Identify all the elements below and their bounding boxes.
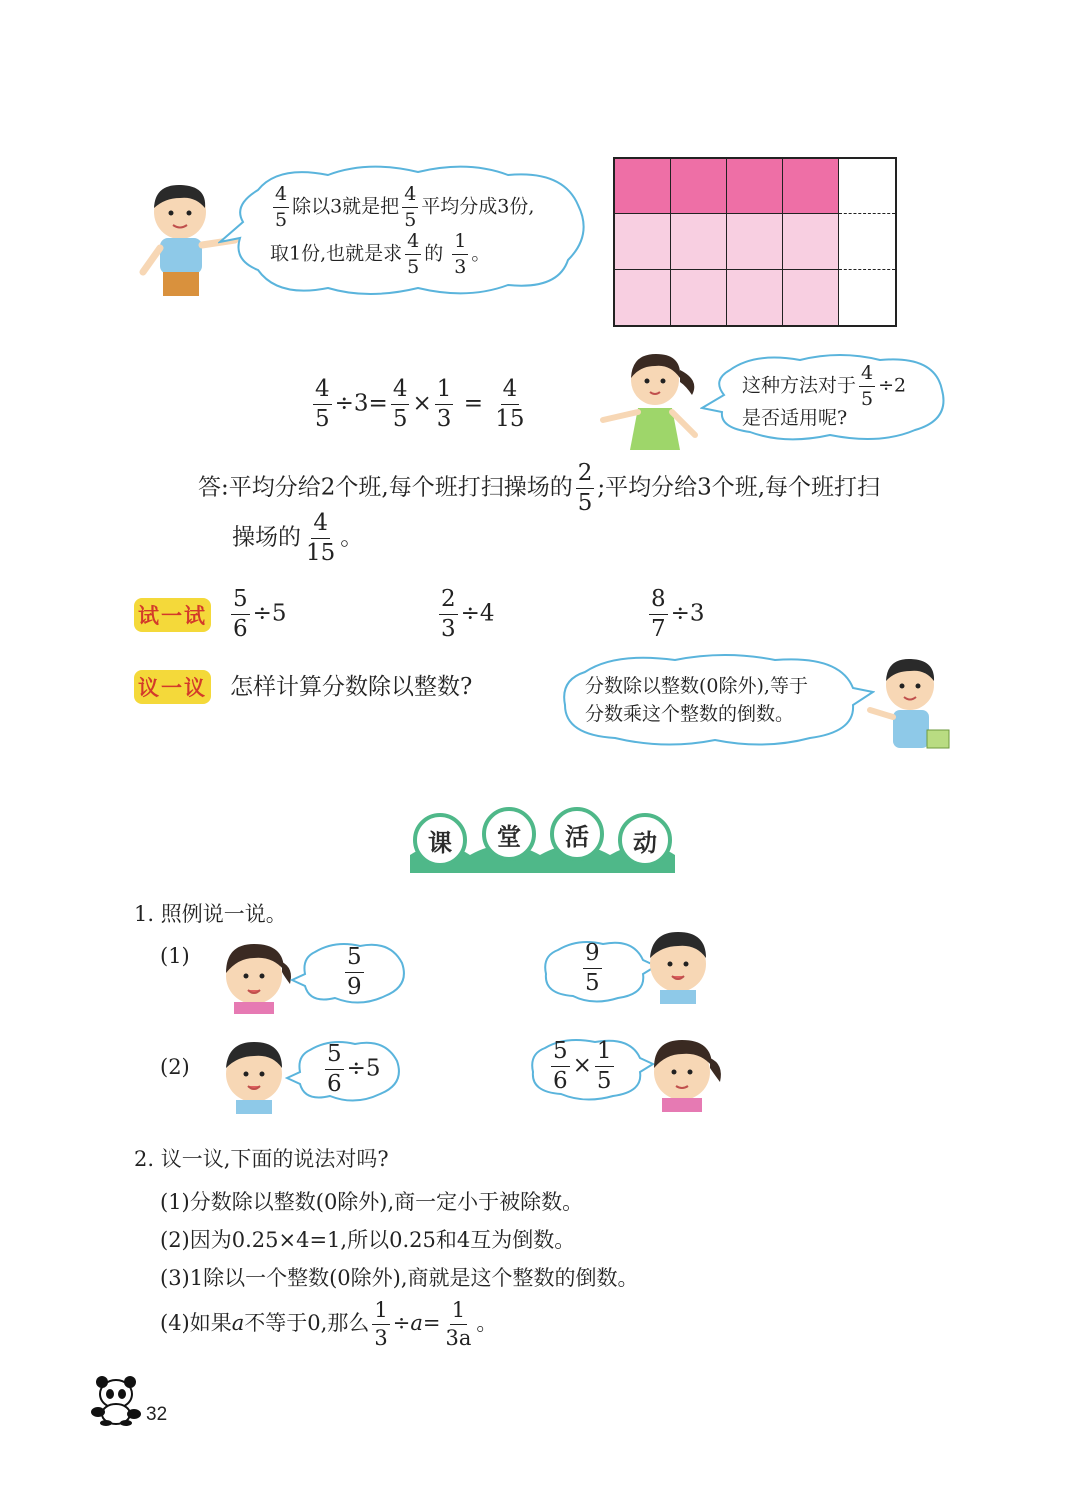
- discuss-badge: 议一议: [134, 670, 211, 704]
- bubble1-line2: 取1份,也就是求 $\frac{4}{5}$ 的 $\frac{1}{3}$ 。: [270, 230, 491, 278]
- q1-item2-label: (2): [160, 1055, 190, 1079]
- fraction: $\frac{4}{5}$: [404, 183, 417, 231]
- activity-char: 堂: [482, 807, 536, 861]
- main-equation: $\frac{4}{5}$ ÷3= $\frac{4}{5}$ × $\frac{1}{3}$ = $\frac{4}{15}$: [315, 376, 525, 432]
- q1-item1-left-fraction: $\frac{5}{9}$: [347, 944, 362, 1000]
- girl-face-icon: [216, 938, 294, 1014]
- q2-statement: (4)如果a不等于0,那么 $\frac{1}{3}$ ÷a= $\frac{1}{3a}$ 。: [160, 1298, 498, 1350]
- grid-cell: [727, 270, 783, 325]
- q1-item2-left-expression: $\frac{5}{6}$ ÷5: [327, 1041, 381, 1097]
- boy-face-icon: [644, 926, 712, 1004]
- q1-item2-right-expression: $\frac{5}{6}$ × $\frac{1}{5}$: [553, 1038, 612, 1094]
- q1-item1-right-fraction: $\frac{9}{5}$: [585, 940, 600, 996]
- grid-cell: [783, 214, 839, 269]
- grid-cell: [615, 270, 671, 325]
- fraction: $\frac{4}{5}$: [407, 230, 420, 278]
- activity-char: 动: [618, 813, 672, 867]
- fraction-grid-diagram: [613, 157, 897, 327]
- q2-statement: (3)1除以一个整数(0除外),商就是这个整数的倒数。: [160, 1266, 639, 1290]
- q1-item1-label: (1): [160, 944, 190, 968]
- bubble1-line1: $\frac{4}{5}$ 除以3就是把 $\frac{4}{5}$ 平均分成3份,: [275, 183, 535, 231]
- grid-cell: [783, 270, 839, 325]
- answer-line1: 答:平均分给2个班,每个班打扫操场的 $\frac{2}{5}$ ;平均分给3个班,每个班打扫: [198, 460, 881, 516]
- q1-title: 1. 照例说一说。: [134, 902, 287, 926]
- page-number: 32: [146, 1404, 168, 1425]
- q2-title: 2. 议一议,下面的说法对吗?: [134, 1147, 389, 1171]
- grid-cell: [839, 270, 895, 325]
- discuss-question: 怎样计算分数除以整数?: [230, 674, 473, 700]
- boy-with-book-illustration: [865, 655, 955, 760]
- panda-icon: [88, 1374, 144, 1426]
- bubble2-line2: 是否适用呢?: [742, 407, 848, 429]
- grid-cell: [727, 214, 783, 269]
- q2-statement: (2)因为0.25×4=1,所以0.25和4互为倒数。: [160, 1228, 576, 1252]
- grid-cell: [727, 159, 783, 214]
- fraction: $\frac{4}{5}$: [275, 183, 288, 231]
- boy-face-icon: [218, 1036, 290, 1114]
- answer-line2: 操场的 $\frac{4}{15}$ 。: [232, 510, 364, 566]
- girl-face-icon: [644, 1032, 724, 1112]
- grid-cell: [615, 159, 671, 214]
- grid-cell: [671, 270, 727, 325]
- grid-cell: [615, 214, 671, 269]
- activity-char: 活: [550, 807, 604, 861]
- activity-title-banner: [410, 805, 675, 875]
- bubble3-line1: 分数除以整数(0除外),等于: [585, 675, 808, 697]
- try-item: $\frac{8}{7}$ ÷3: [651, 586, 705, 642]
- activity-char: 课: [413, 813, 467, 867]
- grid-cell: [671, 214, 727, 269]
- grid-cell: [783, 159, 839, 214]
- grid-cell: [671, 159, 727, 214]
- grid-cell: [839, 159, 895, 214]
- try-badge: 试一试: [134, 598, 211, 632]
- bubble3-line2: 分数乘这个整数的倒数。: [585, 703, 795, 725]
- girl-illustration: [600, 350, 705, 460]
- grid-cell: [839, 214, 895, 269]
- try-item: $\frac{5}{6}$ ÷5: [233, 586, 287, 642]
- try-item: $\frac{2}{3}$ ÷4: [441, 586, 495, 642]
- bubble2-line1: 这种方法对于 $\frac{4}{5}$ ÷2: [742, 362, 907, 410]
- q2-statement: (1)分数除以整数(0除外),商一定小于被除数。: [160, 1190, 584, 1214]
- fraction: $\frac{1}{3}$: [454, 230, 467, 278]
